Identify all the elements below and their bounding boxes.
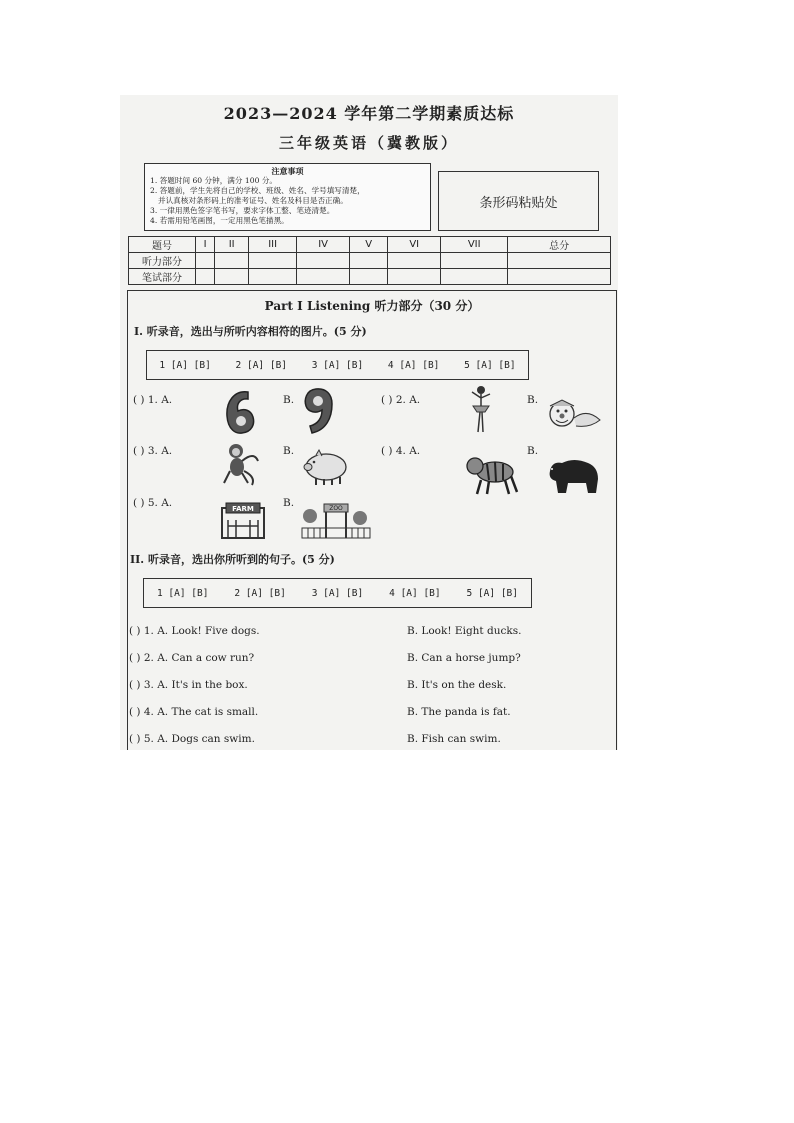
score-header-cell: II bbox=[215, 237, 249, 253]
notice-item: 3. 一律用黑色签字笔书写，要求字体工整、笔迹清楚。 bbox=[150, 206, 335, 215]
answer-option[interactable]: 4 [A] [B] bbox=[387, 359, 440, 371]
answer-option[interactable]: 5 [A] [B] bbox=[466, 587, 518, 599]
number-six-icon bbox=[220, 386, 260, 438]
score-cell[interactable] bbox=[441, 269, 508, 285]
option-b-label: B. bbox=[527, 445, 539, 457]
score-header-cell: 总分 bbox=[508, 237, 611, 253]
score-row-listening bbox=[129, 253, 611, 269]
notice-item: 并认真核对条形码上的准考证号、姓名及科目是否正确。 bbox=[158, 196, 348, 205]
answer-option[interactable]: 3 [A] [B] bbox=[311, 359, 364, 371]
question-1: ( ) 1. A. bbox=[133, 394, 173, 406]
option-b-label: B. bbox=[283, 445, 295, 457]
exam-title: 2023—2024 学年第二学期素质达标 bbox=[223, 104, 515, 123]
score-cell[interactable] bbox=[441, 253, 508, 269]
notice-item: 1. 答题时间 60 分钟，满分 100 分。 bbox=[150, 176, 278, 185]
score-cell[interactable] bbox=[196, 253, 215, 269]
score-header-cell: V bbox=[350, 237, 388, 253]
question-2: ( ) 2. A. bbox=[381, 394, 421, 406]
score-table bbox=[128, 236, 611, 285]
score-header-cell: 题号 bbox=[129, 237, 196, 253]
answer-option[interactable]: 3 [A] [B] bbox=[311, 587, 364, 599]
barcode-area bbox=[438, 171, 599, 231]
sentence-question-4-a: ( ) 4. A. The cat is small. bbox=[129, 706, 259, 718]
question-4: ( ) 4. A. bbox=[381, 445, 421, 457]
score-row-label: 听力部分 bbox=[129, 253, 196, 269]
score-row-label: 笔试部分 bbox=[129, 269, 196, 285]
score-header-cell: VI bbox=[388, 237, 441, 253]
section1-answer-box bbox=[146, 350, 529, 380]
section2-answer-box bbox=[143, 578, 532, 608]
sentence-question-2-a: ( ) 2. A. Can a cow run? bbox=[129, 652, 255, 664]
score-row-written bbox=[129, 269, 611, 285]
notice-box bbox=[144, 163, 431, 231]
score-header-cell: I bbox=[196, 237, 215, 253]
score-cell[interactable] bbox=[249, 253, 297, 269]
farm-gate-icon bbox=[218, 500, 268, 540]
notice-item: 4. 若需用铅笔画图，一定用黑色笔描黑。 bbox=[150, 216, 289, 225]
score-cell[interactable] bbox=[297, 253, 350, 269]
sentence-question-1-b: B. Look! Eight ducks. bbox=[407, 625, 522, 637]
sentence-question-2-b: B. Can a horse jump? bbox=[407, 652, 521, 664]
answer-option[interactable]: 2 [A] [B] bbox=[234, 587, 286, 599]
score-cell[interactable] bbox=[215, 269, 249, 285]
sentence-question-4-b: B. The panda is fat. bbox=[407, 706, 511, 718]
score-cell[interactable] bbox=[196, 269, 215, 285]
question-3: ( ) 3. A. bbox=[133, 445, 173, 457]
pig-icon bbox=[302, 447, 350, 487]
score-cell[interactable] bbox=[350, 253, 388, 269]
number-nine-icon bbox=[302, 386, 336, 436]
zoo-sign-text: ZOO bbox=[329, 505, 343, 512]
sentence-question-3-a: ( ) 3. A. It's in the box. bbox=[129, 679, 248, 691]
monkey-icon bbox=[220, 441, 262, 487]
sentence-question-1-a: ( ) 1. A. Look! Five dogs. bbox=[129, 625, 260, 637]
score-header-row bbox=[129, 237, 611, 253]
bear-icon bbox=[544, 455, 602, 495]
answer-option[interactable]: 2 [A] [B] bbox=[235, 359, 288, 371]
exam-subtitle: 三年级英语（冀教版） bbox=[278, 134, 459, 152]
score-cell[interactable] bbox=[249, 269, 297, 285]
score-header-cell: IV bbox=[297, 237, 350, 253]
score-cell[interactable] bbox=[388, 269, 441, 285]
answer-option[interactable]: 4 [A] [B] bbox=[389, 587, 441, 599]
score-cell[interactable] bbox=[350, 269, 388, 285]
score-cell[interactable] bbox=[297, 269, 350, 285]
answer-option[interactable]: 1 [A] [B] bbox=[159, 359, 211, 371]
answer-option[interactable]: 5 [A] [B] bbox=[464, 359, 516, 371]
sentence-question-5-a: ( ) 5. A. Dogs can swim. bbox=[129, 733, 255, 745]
score-cell[interactable] bbox=[215, 253, 249, 269]
question-5: ( ) 5. A. bbox=[133, 497, 173, 509]
notice-item: 2. 答题前，学生先将自己的学校、班级、姓名、学号填写清楚， bbox=[150, 186, 365, 195]
score-cell[interactable] bbox=[508, 269, 611, 285]
notice-title: 注意事项 bbox=[271, 166, 304, 176]
option-b-label: B. bbox=[283, 497, 295, 509]
option-b-label: B. bbox=[527, 394, 539, 406]
sentence-question-3-b: B. It's on the desk. bbox=[407, 679, 507, 691]
score-cell[interactable] bbox=[388, 253, 441, 269]
farm-sign-text: FARM bbox=[232, 505, 254, 513]
section1-title: I. 听录音，选出与所听内容相符的图片。(5 分) bbox=[134, 325, 367, 338]
tiger-icon bbox=[463, 450, 521, 496]
part-title: Part I Listening 听力部分（30 分） bbox=[264, 299, 480, 313]
sentence-question-5-b: B. Fish can swim. bbox=[407, 733, 501, 745]
option-b-label: B. bbox=[283, 394, 295, 406]
zoo-gate-icon bbox=[300, 500, 372, 540]
dancer-icon bbox=[468, 384, 494, 436]
answer-option[interactable]: 1 [A] [B] bbox=[156, 587, 209, 599]
clown-icon bbox=[542, 398, 604, 432]
score-header-cell: VII bbox=[441, 237, 508, 253]
barcode-label: 条形码粘贴处 bbox=[479, 195, 558, 211]
section2-title: II. 听录音，选出你所听到的句子。(5 分) bbox=[130, 553, 335, 566]
score-cell[interactable] bbox=[508, 253, 611, 269]
score-header-cell: III bbox=[249, 237, 297, 253]
